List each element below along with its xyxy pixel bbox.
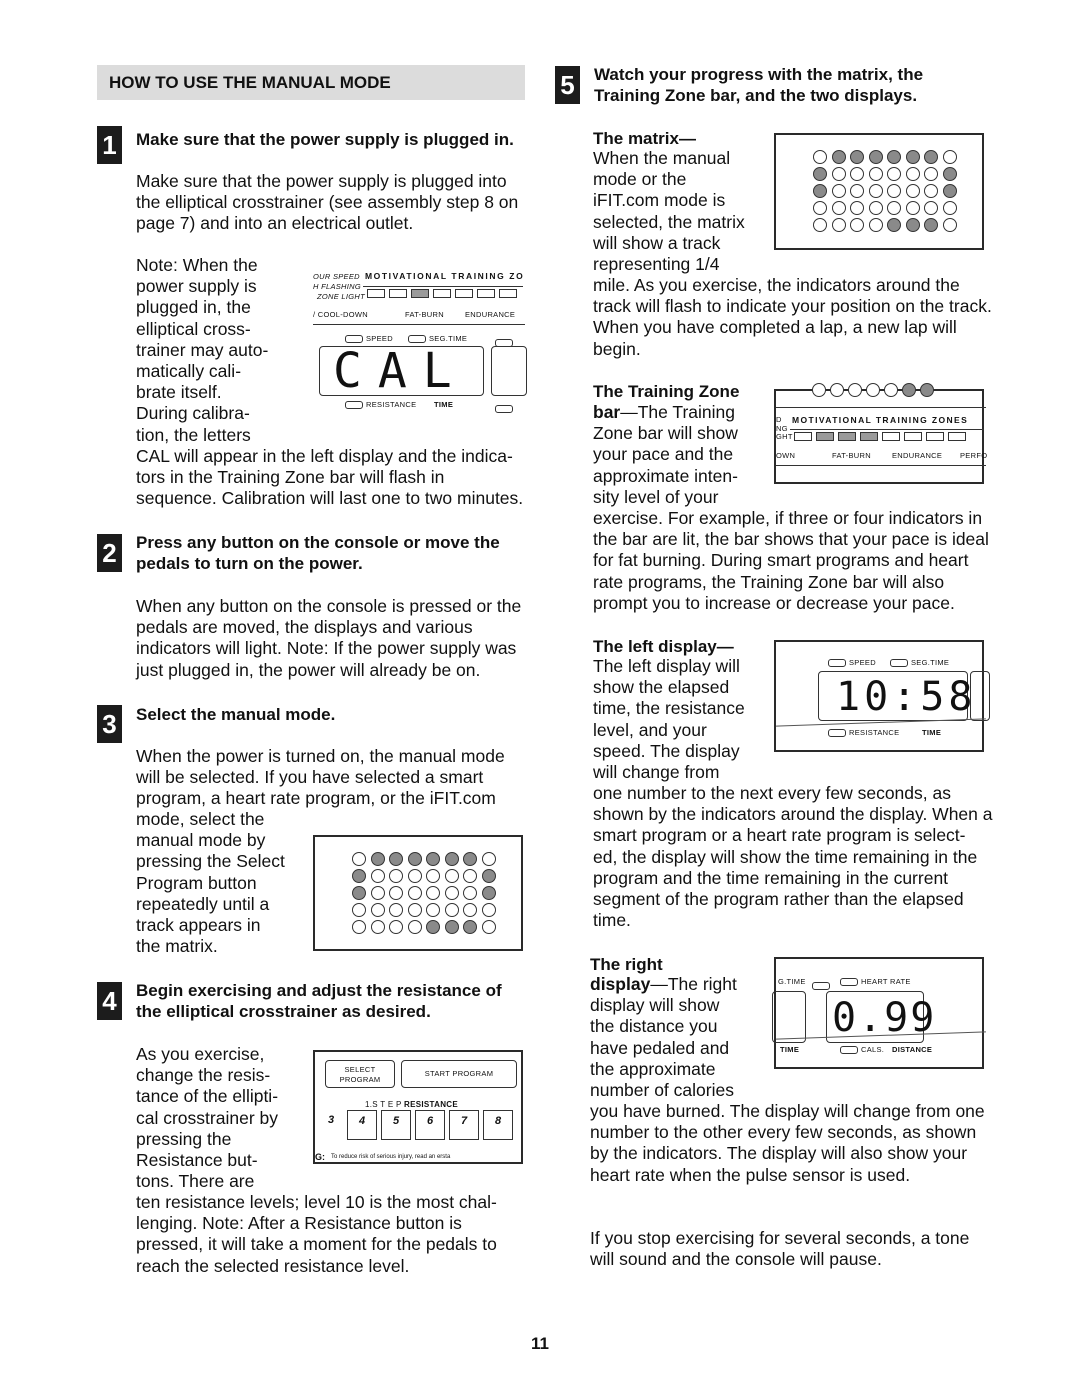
start-program-label: START PROGRAM <box>424 1069 494 1078</box>
note-line: brate itself. <box>136 382 222 403</box>
matrix-indicator <box>445 886 459 900</box>
step-1-note <box>136 255 276 446</box>
seg-time-label: SEG.TIME <box>911 658 950 667</box>
step-1-heading: Make sure that the power supply is plugged in. <box>136 130 514 149</box>
matrix-indicator <box>371 869 385 883</box>
speed-label: SPEED <box>849 658 876 667</box>
matrix-indicator <box>832 201 846 215</box>
matrix-indicator <box>426 920 440 934</box>
side-line: time, the resistance <box>593 698 745 719</box>
matrix-indicator <box>906 201 920 215</box>
matrix-indicator <box>850 167 864 181</box>
right-display-paragraph: you have burned. The display will change from one number to the other every few seconds, as shown by the indicators. The display will also show your heart rate when the pulse sensor is used. <box>590 1101 985 1185</box>
zone-down-label: OWN <box>776 451 796 460</box>
matrix-paragraph: mile. As you exercise, the indicators around the track will flash to indicate your position on the track. When you have completed a lap, a new lap will begin. <box>593 275 992 359</box>
matrix-indicator <box>408 869 422 883</box>
right-lcd-frame <box>491 346 527 396</box>
side-line: approximate inten- <box>593 465 738 486</box>
seg-time-label: SEG.TIME <box>429 334 468 343</box>
side-line: Zone bar will show <box>593 423 738 444</box>
zone-d-label: D <box>776 415 782 424</box>
side-line: sity level of your <box>593 486 719 507</box>
matrix-indicator <box>445 852 459 866</box>
page-number: 11 <box>531 1334 549 1353</box>
seg-time-indicator <box>408 334 467 343</box>
resistance-level-button[interactable]: 4 <box>347 1110 377 1140</box>
side-line: will change from <box>593 762 720 783</box>
matrix-indicator <box>445 869 459 883</box>
note-line: matically cali- <box>136 361 242 382</box>
step-2-heading <box>136 532 536 574</box>
note-line: elliptical cross- <box>136 318 251 339</box>
step-number-5: 5 <box>555 66 580 104</box>
matrix-indicator <box>869 218 883 232</box>
step-number-1: 1 <box>97 126 122 164</box>
matrix-side-text <box>593 148 763 275</box>
heading-line: pedals to turn on the power. <box>136 554 363 573</box>
matrix-indicator <box>463 886 477 900</box>
motivational-label: MOTIVATIONAL TRAINING ZO <box>365 271 525 281</box>
speed-indicator <box>345 334 393 343</box>
matrix-indicator <box>352 920 366 934</box>
matrix-indicator <box>887 167 901 181</box>
side-line: mode or the <box>593 169 687 190</box>
matrix-indicator <box>850 201 864 215</box>
matrix-indicator <box>426 903 440 917</box>
matrix-indicator <box>352 903 366 917</box>
time-label: TIME <box>922 728 942 737</box>
matrix-indicator <box>869 184 883 198</box>
heading-line: Watch your progress with the matrix, the <box>594 65 924 84</box>
step-2-paragraph: When any button on the console is pressed or the pedals are moved, the displays and various indicators will light. Note: If the power supply was just plugged in, the power will already be on. <box>136 596 522 680</box>
matrix-indicator <box>906 184 920 198</box>
motivational-zones-label: MOTIVATIONAL TRAINING ZONES <box>792 415 969 425</box>
section-title: HOW TO USE THE MANUAL MODE <box>109 73 391 92</box>
note-line: tion, the letters <box>136 424 251 445</box>
matrix-indicator <box>408 886 422 900</box>
your-speed-label: OUR SPEED <box>313 272 360 281</box>
resistance-heading: RESISTANCE <box>404 1100 459 1109</box>
matrix-indicator <box>463 852 477 866</box>
heading-line: the elliptical crosstrainer as desired. <box>136 1002 431 1021</box>
zone-side-text <box>593 402 773 508</box>
zone-endurance-label: ENDURANCE <box>892 451 943 460</box>
matrix-indicator <box>943 184 957 198</box>
matrix-indicator <box>389 886 403 900</box>
resistance-level-button[interactable]: 8 <box>483 1110 513 1140</box>
matrix-indicator <box>887 218 901 232</box>
select-program-button[interactable] <box>325 1060 395 1088</box>
side-line: mode, select the <box>136 809 265 829</box>
matrix-indicator <box>924 201 938 215</box>
zone-ng-label: NG <box>776 424 788 433</box>
zone-indicator <box>477 289 495 298</box>
matrix-indicator <box>869 150 883 164</box>
left-display-figure <box>774 640 984 752</box>
resistance-level-button[interactable]: 3 <box>327 1114 335 1126</box>
warning-text: To reduce risk of serious injury, read an ersta <box>331 1154 451 1160</box>
zone-light-label: ZONE LIGHT <box>317 292 366 301</box>
matrix-indicator <box>813 184 827 198</box>
side-line: selected, the matrix <box>593 211 745 232</box>
side-line: Program button <box>136 872 257 893</box>
matrix-indicator <box>389 852 403 866</box>
matrix-indicator <box>408 852 422 866</box>
matrix-indicator <box>482 920 496 934</box>
side-line: tance of the ellipti- <box>136 1086 279 1107</box>
step-3-side-text <box>136 809 306 957</box>
matrix-indicator <box>426 852 440 866</box>
zone-title: The Training Zone <box>593 382 740 401</box>
side-line: tons. There are <box>136 1171 255 1192</box>
zone-indicator <box>499 289 517 298</box>
matrix-indicator <box>869 201 883 215</box>
resistance-label: RESISTANCE <box>849 728 900 737</box>
side-line: show the elapsed <box>593 677 730 698</box>
side-line: track appears in <box>136 915 261 936</box>
training-zone-figure <box>774 389 988 484</box>
matrix-indicator <box>426 886 440 900</box>
right-display-figure <box>774 957 984 1069</box>
divider <box>776 465 986 466</box>
warning-label: G: <box>315 1152 325 1162</box>
right-lcd-frame <box>970 671 990 721</box>
matrix-indicator <box>832 184 846 198</box>
divider <box>313 324 525 325</box>
heading-line: Training Zone bar, and the two displays. <box>594 86 918 105</box>
step-resistance-heading <box>365 1100 458 1109</box>
zone-bar-frame <box>790 429 984 444</box>
side-line: representing 1/4 <box>593 254 720 275</box>
matrix-indicator <box>371 852 385 866</box>
step-4-paragraph: ten resistance levels; level 10 is the most chal- lenging. Note: After a Resistance button is pressed, it will take a moment for the pedals to reach the selected resistance level. <box>136 1192 497 1276</box>
matrix-indicator <box>924 184 938 198</box>
cals-indicator <box>840 1045 884 1054</box>
heart-rate-label: HEART RATE <box>861 977 911 986</box>
matrix-indicator <box>850 218 864 232</box>
select-program-label: SELECT PROGRAM <box>339 1065 381 1084</box>
matrix-indicator <box>869 167 883 181</box>
matrix-indicator <box>352 869 366 883</box>
note-line: Note: When the <box>136 255 258 275</box>
matrix-figure-left <box>313 835 523 951</box>
right-display-title: The right <box>590 955 663 974</box>
left-display-side-text <box>593 656 773 783</box>
matrix-indicator <box>832 218 846 232</box>
matrix-indicator <box>389 903 403 917</box>
matrix-indicator <box>924 150 938 164</box>
matrix-indicator <box>906 218 920 232</box>
endurance-label: ENDURANCE <box>465 310 516 319</box>
matrix-indicator <box>813 150 827 164</box>
side-line: cal crosstrainer by <box>136 1107 278 1128</box>
matrix-indicator <box>371 920 385 934</box>
matrix-indicator <box>389 920 403 934</box>
matrix-indicator <box>887 184 901 198</box>
matrix-indicator <box>463 869 477 883</box>
resistance-indicator <box>345 400 416 409</box>
left-display-title: The left display— <box>593 637 734 656</box>
step-3-paragraph: When the power is turned on, the manual mode will be selected. If you have selected a smart program, a heart rate program, or the iFIT.com <box>136 746 505 809</box>
time-display: 10:58 <box>836 674 977 720</box>
matrix-row-partial <box>812 383 942 399</box>
step-number-2: 2 <box>97 534 122 572</box>
side-line: pressing the <box>136 1128 232 1149</box>
matrix-indicator <box>463 903 477 917</box>
matrix-indicator <box>813 218 827 232</box>
zone-fat-burn-label: FAT-BURN <box>832 451 871 460</box>
speed-label: SPEED <box>366 334 393 343</box>
note-line: trainer may auto- <box>136 339 269 360</box>
matrix-figure-right <box>774 133 984 250</box>
matrix-title: The matrix— <box>593 129 696 148</box>
zone-indicator <box>433 289 451 298</box>
side-line: manual mode by <box>136 830 266 851</box>
side-line: the approximate <box>590 1058 716 1079</box>
side-line: iFIT.com mode is <box>593 190 726 211</box>
zone-perfo-label: PERFO <box>960 451 988 460</box>
cals-label: CALS. <box>861 1045 885 1054</box>
heading-line: Press any button on the console or move the <box>136 533 500 552</box>
resistance-level-button[interactable]: 7 <box>449 1110 479 1140</box>
distance-label: DISTANCE <box>892 1045 933 1054</box>
matrix-indicator <box>832 167 846 181</box>
zone-ght-label: GHT <box>776 432 793 441</box>
note-line: During calibra- <box>136 403 250 424</box>
matrix-indicator <box>445 903 459 917</box>
step-prefix: 1.S T E P <box>365 1100 402 1109</box>
zone-title-line2: bar <box>593 402 621 422</box>
matrix-indicator <box>850 184 864 198</box>
side-line: —The Training <box>620 402 736 422</box>
matrix-indicator <box>850 150 864 164</box>
step-1-paragraph: Make sure that the power supply is plugged into the elliptical crosstrainer (see assembly step 8 on page 7) and into an electrical outlet. <box>136 171 519 234</box>
matrix-indicator <box>352 852 366 866</box>
matrix-indicator <box>924 218 938 232</box>
matrix-indicator <box>389 869 403 883</box>
side-line: As you exercise, <box>136 1044 265 1064</box>
step-1-note-continued: CAL will appear in the left display and the indica- tors in the Training Zone bar will flash in sequence. Calibration will last one to two minutes. <box>136 446 524 509</box>
time-label: TIME <box>780 1045 800 1054</box>
side-line: have pedaled and <box>590 1037 730 1058</box>
matrix-indicator <box>482 903 496 917</box>
right-display-title-line2: display <box>590 974 651 994</box>
time-label: TIME <box>434 400 454 409</box>
matrix-indicator <box>371 903 385 917</box>
resistance-level-button[interactable]: 5 <box>381 1110 411 1140</box>
side-line: change the resis- <box>136 1065 271 1086</box>
matrix-indicator <box>906 150 920 164</box>
flashing-label: H FLASHING <box>313 282 362 291</box>
left-lcd-frame <box>772 991 806 1043</box>
step-4-heading <box>136 980 536 1022</box>
side-line: the matrix. <box>136 936 218 957</box>
matrix-indicator <box>943 218 957 232</box>
note-line: power supply is <box>136 276 257 297</box>
step-number-3: 3 <box>97 705 122 743</box>
matrix-indicator <box>482 886 496 900</box>
side-line: The left display will <box>593 656 740 676</box>
side-line: your pace and the <box>593 444 734 465</box>
matrix-indicator <box>832 150 846 164</box>
matrix-indicator <box>943 201 957 215</box>
matrix-indicator <box>408 920 422 934</box>
zone-indicator <box>367 289 385 298</box>
matrix-indicator <box>924 167 938 181</box>
note-line: plugged in, the <box>136 297 251 318</box>
step-5-heading <box>594 64 1054 106</box>
matrix-indicator <box>813 201 827 215</box>
matrix-indicator <box>943 150 957 164</box>
heading-line: Begin exercising and adjust the resistance of <box>136 981 502 1000</box>
matrix-indicator <box>906 167 920 181</box>
start-program-button[interactable] <box>401 1060 517 1088</box>
seg-time-indicator <box>890 658 949 667</box>
divider <box>776 407 986 408</box>
matrix-indicator <box>482 869 496 883</box>
closing-paragraph: If you stop exercising for several seconds, a tone will sound and the console will pause. <box>590 1228 970 1270</box>
matrix-indicator <box>445 920 459 934</box>
side-line: pressing the Select <box>136 851 285 872</box>
cal-display: CAL <box>333 343 468 399</box>
matrix-indicator <box>371 886 385 900</box>
matrix-indicator <box>463 920 477 934</box>
resistance-console-figure <box>313 1050 523 1164</box>
matrix-indicator <box>813 167 827 181</box>
seg-time-label: G.TIME <box>778 977 806 986</box>
step-4-side-text <box>136 1044 306 1192</box>
zone-paragraph: exercise. For example, if three or four indicators in the bar are lit, the bar shows that your pace is ideal for fat burning. During smart programs and heart rate programs, the Training Zone bar will also prompt you to increase or decrease your pace. <box>593 508 989 613</box>
step-3-heading: Select the manual mode. <box>136 705 336 724</box>
resistance-level-button[interactable]: 6 <box>415 1110 445 1140</box>
section-title-bar <box>97 65 525 100</box>
matrix-indicator <box>426 869 440 883</box>
zone-indicator <box>411 289 429 298</box>
matrix-indicator <box>943 167 957 181</box>
resistance-indicator <box>828 728 899 737</box>
distance-display: 0.99 <box>832 995 937 1041</box>
indicator <box>495 400 516 418</box>
matrix-indicator <box>408 903 422 917</box>
matrix-indicator <box>887 150 901 164</box>
matrix-indicator <box>887 201 901 215</box>
cool-down-label: / COOL-DOWN <box>313 310 368 319</box>
left-display-paragraph: one number to the next every few seconds, as shown by the indicators around the display. When a smart program or a heart rate program is select- ed, the display will show the time remaining in the program and the time remaining in the current segment of the program rather than the elapsed time. <box>593 783 993 931</box>
side-line: repeatedly until a <box>136 893 270 914</box>
resistance-buttons-row <box>315 1110 525 1142</box>
resistance-label: RESISTANCE <box>366 400 417 409</box>
zone-indicator <box>455 289 473 298</box>
console-figure-cal <box>313 266 525 425</box>
matrix-indicator <box>482 852 496 866</box>
fat-burn-label: FAT-BURN <box>405 310 444 319</box>
side-line: number of calories <box>590 1080 734 1101</box>
side-line: Resistance but- <box>136 1150 258 1171</box>
side-line: the distance you <box>590 1016 718 1037</box>
side-line: display will show <box>590 995 720 1016</box>
side-line: —The right <box>650 974 737 994</box>
side-line: speed. The display <box>593 740 740 761</box>
side-line: When the manual <box>593 148 731 168</box>
side-line: will show a track <box>593 232 721 253</box>
zone-bar-frame <box>363 286 523 301</box>
step-number-4: 4 <box>97 982 122 1020</box>
matrix-indicator <box>352 886 366 900</box>
heart-rate-indicator <box>840 977 911 986</box>
speed-indicator <box>828 658 876 667</box>
zone-indicator <box>389 289 407 298</box>
side-line: level, and your <box>593 719 707 740</box>
right-display-side-text <box>590 974 770 1101</box>
